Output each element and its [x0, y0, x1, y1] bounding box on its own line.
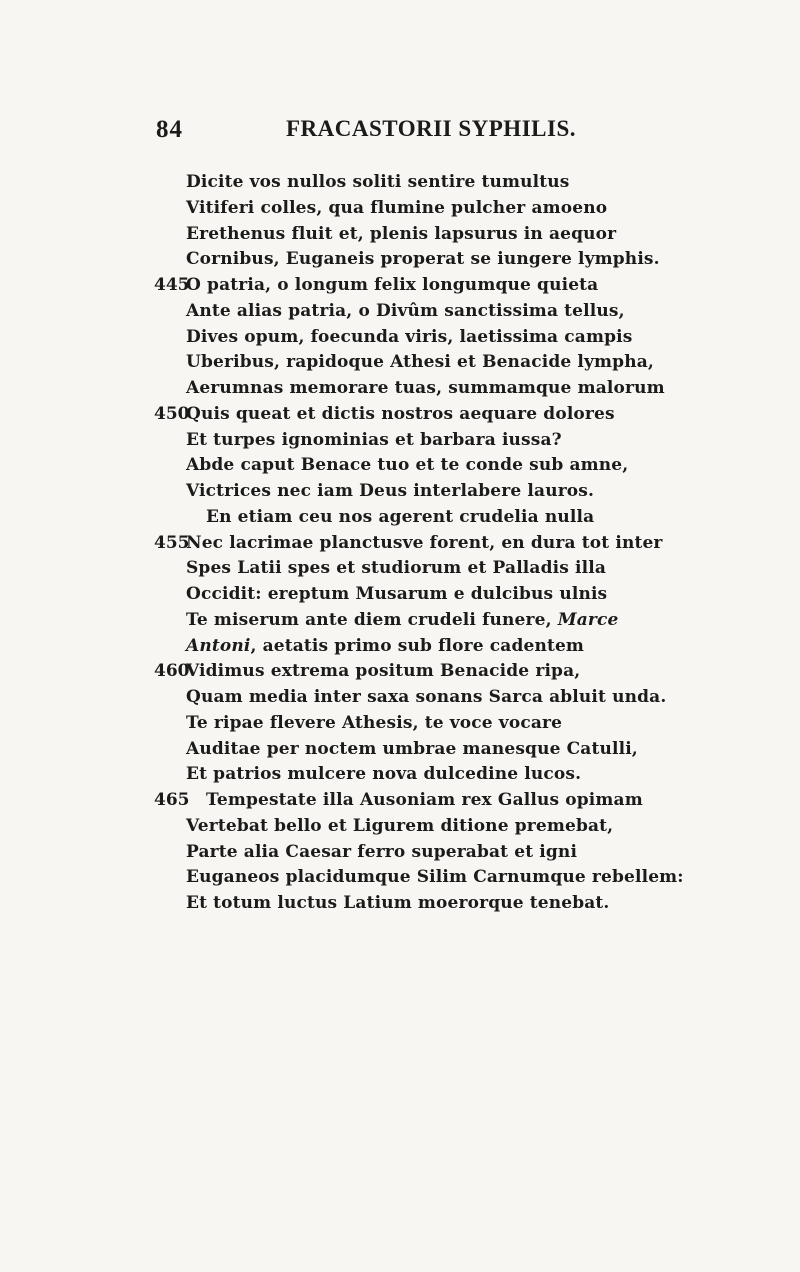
italic-name: Antoni [186, 635, 251, 656]
verse-line [154, 273, 794, 299]
verse-text: Vitiferi colles, qua flumine pulcher amoeno [186, 197, 608, 218]
verse-text: En etiam ceu nos agerent crudelia nulla [206, 506, 595, 527]
verse-text: Victrices nec iam Deus interlabere lauros. [186, 481, 595, 501]
verse-line [154, 170, 794, 196]
verse-text: Vertebat bello et Ligurem ditione premebat, [186, 815, 614, 836]
verse-line [154, 814, 794, 840]
verse-line [154, 762, 794, 788]
verse-line [154, 531, 794, 557]
line-number: 450 [154, 403, 190, 424]
verse-text: Parte alia Caesar ferro superabat et igni [186, 841, 578, 862]
verse-line [154, 247, 794, 273]
verse-text: Cornibus, Euganeis properat se iungere lymphis. [186, 249, 660, 270]
verse-line [154, 556, 794, 582]
verse-text: Et turpes ignominias et barbara iussa? [186, 429, 562, 450]
verse-line [154, 634, 794, 660]
verse-text [186, 634, 584, 660]
verse-text: Tempestate illa Ausoniam rex Gallus opimam [206, 790, 643, 810]
line-number: 445 [154, 275, 190, 295]
verse-line [154, 608, 794, 634]
verse-text: Dives opum, foecunda viris, laetissima campis [186, 326, 633, 347]
verse-line [154, 840, 794, 866]
verse-text: Dicite vos nullos soliti sentire tumultus [186, 172, 570, 192]
verse-line [154, 891, 794, 917]
verse-text: Abde caput Benace tuo et te conde sub amne, [186, 455, 629, 476]
verse-line [154, 711, 794, 737]
verse-line [154, 685, 794, 711]
verse-text: Occidit: ereptum Musarum e dulcibus ulnis [186, 584, 608, 604]
verse-line [154, 350, 794, 376]
verse-text: Auditae per noctem umbrae manesque Catulli, [186, 738, 638, 759]
verse-line [154, 376, 794, 402]
verse-text: Vidimus extrema positum Benacide ripa, [186, 661, 581, 682]
verse-text [186, 608, 618, 634]
verse-text: Aerumnas memorare tuas, summamque malorum [186, 378, 665, 398]
verse-line [154, 299, 794, 325]
verse-text: Quis queat et dictis nostros aequare dolores [186, 403, 615, 424]
verse-text: Euganeos placidumque Silim Carnumque rebellem: [186, 867, 684, 888]
poem-text [154, 170, 794, 917]
page-number: 84 [156, 116, 183, 143]
line-number: 465 [154, 790, 190, 810]
running-title: FRACASTORII SYPHILIS. [286, 116, 576, 141]
verse-line [154, 402, 794, 428]
verse-text-main: Te miserum ante diem crudeli funere, [186, 609, 558, 630]
verse-line [154, 582, 794, 608]
verse-text: Uberibus, rapidoque Athesi et Benacide lympha, [186, 352, 654, 373]
verse-text-rest: , aetatis primo sub flore cadentem [250, 635, 585, 656]
verse-line [154, 737, 794, 763]
verse-line [154, 428, 794, 454]
verse-line [154, 505, 794, 531]
verse-text: Ante alias patria, o Divûm sanctissima tellus, [186, 300, 625, 321]
verse-text: Et totum luctus Latium moerorque tenebat. [186, 893, 610, 913]
verse-text: Spes Latii spes et studiorum et Palladis illa [186, 558, 606, 579]
verse-line [154, 222, 794, 248]
verse-line [154, 659, 794, 685]
verse-line [154, 865, 794, 891]
italic-name: Marce [557, 609, 619, 630]
verse-text: Quam media inter saxa sonans Sarca abluit unda. [186, 687, 667, 707]
verse-line [154, 325, 794, 351]
verse-text: Et patrios mulcere nova dulcedine lucos. [186, 764, 582, 785]
verse-line [154, 479, 794, 505]
verse-text: Te ripae flevere Athesis, te voce vocare [186, 712, 563, 733]
verse-line [154, 453, 794, 479]
verse-line [154, 788, 794, 814]
verse-line [154, 196, 794, 222]
line-number: 455 [154, 532, 190, 553]
line-number: 460 [154, 661, 190, 682]
verse-text: O patria, o longum felix longumque quieta [186, 275, 599, 295]
verse-text: Erethenus fluit et, plenis lapsurus in aequor [186, 223, 617, 244]
page-header [156, 116, 716, 146]
verse-text: Nec lacrimae planctusve forent, en dura tot inter [186, 532, 663, 553]
